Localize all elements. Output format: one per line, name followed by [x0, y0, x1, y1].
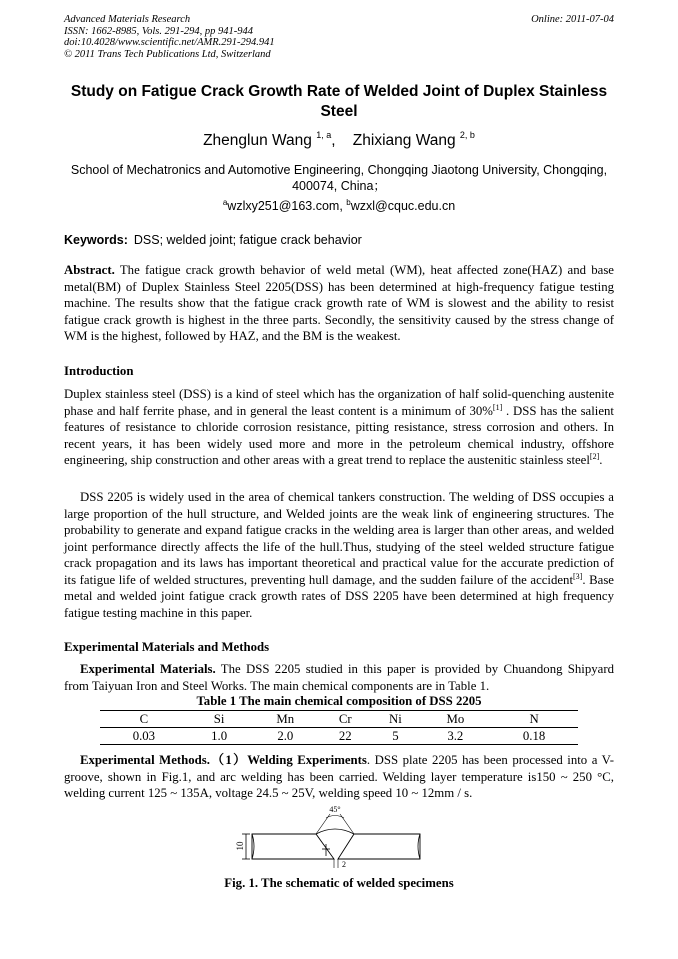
table-cell: 0.18	[490, 728, 578, 745]
table-cell: 0.03	[100, 728, 188, 745]
methods-label: Experimental Methods.（1）Welding Experiments	[80, 753, 367, 767]
intro-p2-text-b: . Base metal and welded joint fatigue crack growth rates of DSS 2205 have been determined at high frequency fatigue testing machine in this paper.	[64, 572, 614, 620]
right-plate	[338, 834, 420, 859]
keywords-text: DSS; welded joint; fatigue crack behavior	[133, 233, 362, 247]
table-header-cell: N	[490, 711, 578, 728]
weld-cap	[316, 829, 354, 834]
table-header-cell: C	[100, 711, 188, 728]
author-separator: ,	[331, 132, 336, 149]
abstract	[64, 262, 614, 345]
online-date: Online: 2011-07-04	[531, 14, 614, 25]
intro-p1-text-c: .	[599, 453, 603, 467]
methods-paragraph	[64, 752, 614, 802]
author-1-affil: 1, a	[316, 130, 332, 140]
email-a[interactable]: wzlxy251@163.com,	[227, 199, 343, 213]
citation-1[interactable]: [1]	[492, 402, 503, 412]
journal-name: Advanced Materials Research	[64, 14, 191, 25]
author-line	[64, 130, 614, 150]
journal-header	[64, 14, 275, 60]
table-header-cell: Cr	[320, 711, 370, 728]
email-a-marker: a	[222, 198, 228, 207]
email-b-marker: b	[346, 198, 351, 207]
table-header-row	[100, 711, 578, 728]
citation-3[interactable]: [3]	[573, 571, 583, 581]
table-1-caption: Table 1 The main chemical composition of DSS 2205	[196, 694, 482, 708]
table-cell: 1.0	[188, 728, 251, 745]
author-emails	[64, 198, 614, 213]
methods-text: . DSS plate 2205 has been processed into a V-groove, shown in Fig.1, and arc welding has been carried. Welding layer temperature is150 ~ 250 °C, welding current 125 ~ 135A, voltage 24.5 ~ 25V, welding speed 10 ~ 12mm / s.	[64, 753, 614, 800]
intro-heading: Introduction	[64, 364, 134, 378]
copyright-line: © 2011 Trans Tech Publications Ltd, Switzerland	[64, 48, 271, 60]
table-header-cell: Ni	[370, 711, 420, 728]
gap-label: 2	[342, 860, 346, 869]
angle-label: 45°	[329, 805, 341, 814]
intro-p1-text-a: Duplex stainless steel (DSS) is a kind of steel which has the organization of half solid-quenching austenite phase and half ferrite phase, and in general the least content is a minimum of 30%	[64, 387, 614, 418]
intro-p2-text-a: DSS 2205 is widely used in the area of chemical tankers construction. The welding of DSS occupies a large proportion of the hull structure, and Welded joints are the weak link of engineering structures. The probability to generate and expand fatigue cracks in the welding area is larger than other areas, and welded joint performance directly affects the life of the hull.Thus, studying of the steel welded structure fatigue crack propagation and its laws has important theoretical and practical value for the accurate prediction of its fatigue life of welded structures, preventing hull damage, and the sudden failure of the accident	[64, 490, 614, 587]
author-1-name: Zhenglun Wang	[203, 132, 312, 149]
paper-title: Study on Fatigue Crack Growth Rate of Welded Joint of Duplex Stainless Steel	[70, 83, 608, 120]
intro-paragraph-1	[64, 386, 614, 469]
thickness-label: 10	[235, 841, 245, 851]
table-header-cell: Mo	[421, 711, 491, 728]
keywords	[64, 233, 362, 247]
table-header-cell: Mn	[250, 711, 320, 728]
chemical-composition-table	[100, 710, 578, 745]
abstract-label: Abstract.	[64, 263, 115, 277]
doi-line: doi:10.4028/www.scientific.net/AMR.291-294.941	[64, 37, 275, 48]
table-cell: 22	[320, 728, 370, 745]
figure-1-caption: Fig. 1. The schematic of welded specimens	[224, 876, 454, 890]
table-row	[100, 728, 578, 745]
figure-1-weld-schematic	[230, 804, 430, 876]
materials-paragraph	[64, 661, 614, 694]
left-plate	[252, 834, 334, 859]
table-cell: 2.0	[250, 728, 320, 745]
abstract-text: The fatigue crack growth behavior of weld metal (WM), heat affected zone(HAZ) and base metal(BM) of Duplex Stainless Steel 2205(DSS) has been determined at high-frequency fatigue testing machine. The results show that the fatigue crack growth rate of WM is slowest and the ability to resist fatigue crack growth is highest in the three parts. Secondly, the sensitivity caused by the stress change of WM is the highest, followed by HAZ, and the BM is the weakest.	[64, 263, 614, 343]
materials-text: The DSS 2205 studied in this paper is provided by Chuandong Shipyard from Taiyuan Iron and Steel Works. The main chemical components are in Table 1.	[64, 662, 615, 693]
methods-heading: Experimental Materials and Methods	[64, 640, 270, 654]
table-cell: 5	[370, 728, 420, 745]
intro-paragraph-2	[64, 489, 614, 621]
keywords-label: Keywords:	[64, 233, 128, 247]
email-b[interactable]: wzxl@cquc.edu.cn	[350, 199, 456, 213]
affiliation: School of Mechatronics and Automotive Engineering, Chongqing Jiaotong University, Chongqing, 400074, China；	[70, 163, 608, 193]
issn-line: ISSN: 1662-8985, Vols. 291-294, pp 941-944	[64, 25, 253, 37]
table-header-cell: Si	[188, 711, 251, 728]
materials-label: Experimental Materials.	[80, 662, 216, 676]
citation-2[interactable]: [2]	[589, 452, 600, 461]
table-cell: 3.2	[421, 728, 491, 745]
author-2-affil: 2, b	[459, 130, 475, 140]
author-2-name: Zhixiang Wang	[352, 132, 456, 149]
intro-p1-text-b: . DSS has the salient features of resistance to chloride corrosion resistance, pitting resistance, stress corrosion and others. In recent years, it has been widely used more and more in the petroleum chemical industry, offshore engineering, ship construction and other areas with a great trend to replace the austenitic stainless steel	[64, 403, 614, 467]
